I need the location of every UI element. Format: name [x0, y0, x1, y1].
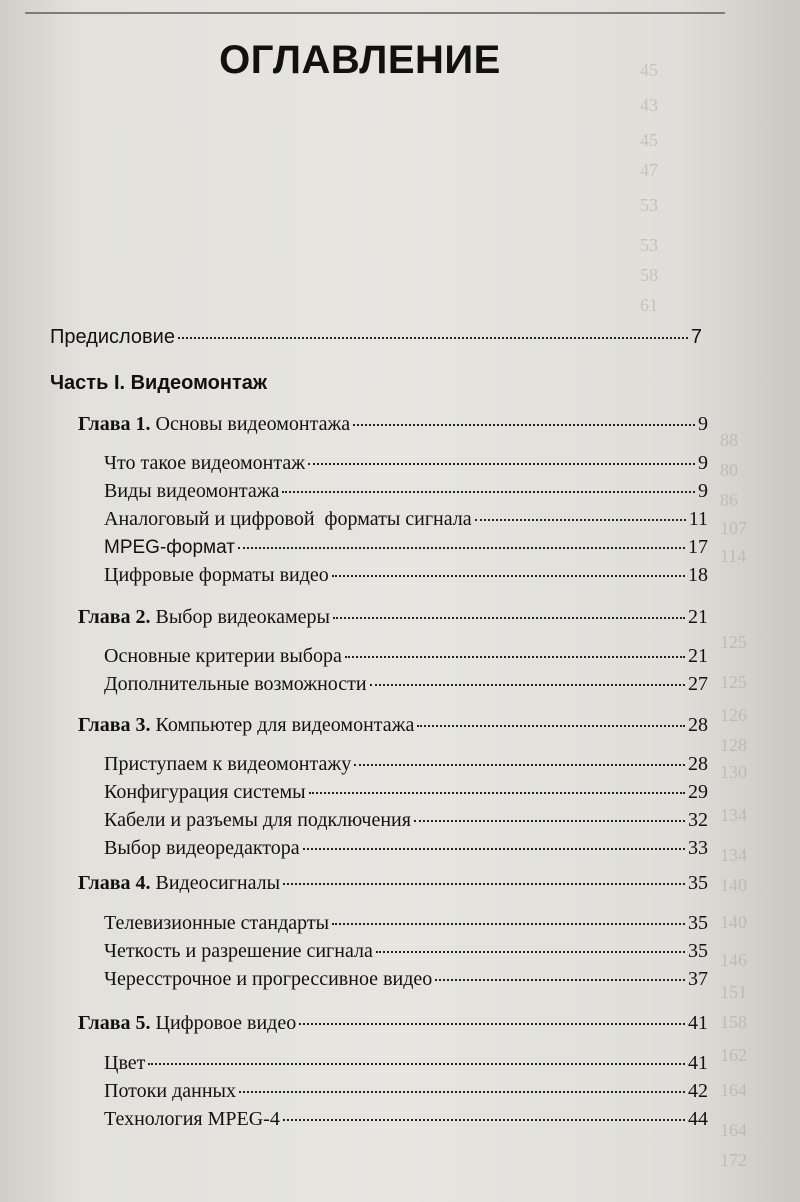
toc-section[interactable] — [104, 1080, 708, 1103]
toc-section[interactable] — [104, 753, 708, 776]
section-label: Основные критерии выбора — [104, 645, 342, 667]
toc-section[interactable] — [104, 968, 708, 991]
section-label: Потоки данных — [104, 1080, 236, 1102]
chapter-page: 28 — [688, 714, 708, 736]
section-page: 37 — [688, 968, 708, 990]
dot-leader — [345, 656, 685, 658]
section-page: 21 — [688, 645, 708, 667]
toc-section[interactable] — [104, 940, 708, 963]
chapter-prefix: Глава 2. — [78, 606, 151, 628]
toc-chapter[interactable] — [78, 1012, 708, 1035]
dot-leader — [309, 792, 685, 794]
toc-chapter[interactable] — [78, 606, 708, 629]
toc-chapter[interactable] — [78, 872, 708, 895]
part-heading: Часть I. Видеомонтаж — [50, 372, 268, 394]
dot-leader — [475, 519, 686, 521]
toc-section[interactable] — [104, 1052, 708, 1075]
dot-leader — [353, 424, 695, 426]
dot-leader — [308, 463, 695, 465]
section-label: Цвет — [104, 1052, 146, 1074]
dot-leader — [303, 848, 685, 850]
section-page: 28 — [688, 753, 708, 775]
toc-section[interactable] — [104, 452, 708, 475]
section-page: 11 — [688, 508, 708, 530]
dot-leader — [333, 617, 685, 619]
section-page: 42 — [688, 1080, 708, 1102]
section-label: Чересстрочное и прогрессивное видео — [104, 968, 433, 990]
chapter-title: Цифровое видео — [155, 1012, 297, 1034]
section-page: 27 — [688, 673, 708, 695]
section-label: Технология MPEG-4 — [104, 1108, 280, 1130]
section-label: Цифровые форматы видео — [104, 564, 329, 586]
section-page: 33 — [688, 837, 708, 859]
dot-leader — [283, 883, 685, 885]
toc-section[interactable] — [104, 564, 708, 587]
toc-preface-label: Предисловие — [50, 326, 175, 348]
chapter-prefix: Глава 4. — [78, 872, 151, 894]
chapter-page: 9 — [698, 413, 708, 435]
toc-section[interactable] — [104, 480, 708, 503]
dot-leader — [354, 764, 685, 766]
dot-leader — [282, 491, 695, 493]
section-label: Кабели и разъемы для подключения — [104, 809, 411, 831]
section-page: 29 — [688, 781, 708, 803]
dot-leader — [332, 575, 685, 577]
dot-leader — [417, 725, 685, 727]
toc-chapter[interactable] — [78, 714, 708, 737]
toc-preface[interactable] — [50, 326, 702, 349]
section-page: 9 — [698, 480, 708, 502]
toc-section[interactable] — [104, 837, 708, 860]
chapter-page: 21 — [688, 606, 708, 628]
dot-leader — [376, 951, 685, 953]
section-page: 9 — [698, 452, 708, 474]
toc-section[interactable] — [104, 781, 708, 804]
chapter-prefix: Глава 5. — [78, 1012, 151, 1034]
toc-chapter[interactable] — [78, 413, 708, 436]
chapter-title: Основы видеомонтажа — [155, 413, 351, 435]
section-page: 35 — [688, 940, 708, 962]
dot-leader — [148, 1063, 685, 1065]
section-page: 35 — [688, 912, 708, 934]
dot-leader — [238, 547, 685, 549]
section-label: Аналоговый и цифровой форматы сигнала — [104, 508, 472, 530]
page-title: ОГЛАВЛЕНИЕ — [219, 38, 501, 82]
toc-section[interactable] — [104, 508, 708, 531]
page-top-edge — [25, 0, 725, 14]
section-label: Телевизионные стандарты — [104, 912, 330, 934]
dot-leader — [299, 1023, 685, 1025]
section-label: Виды видеомонтажа — [104, 480, 280, 502]
chapter-title: Видеосигналы — [155, 872, 281, 894]
section-label: Приступаем к видеомонтажу — [104, 753, 352, 775]
chapter-title: Компьютер для видеомонтажа — [155, 714, 415, 736]
dot-leader — [370, 684, 685, 686]
book-page: 45 43 45 47 53 53 58 61 88 80 86 107 114 125 125 126 128 130 134 134 140 140 146 151 158 162 164 164 172 ОГЛАВЛЕНИЕ Предисловие 7 Часть I. Видеомонтаж Глава 1. Основы видеомонтажа 9 Что такое видеомонтаж 9 Виды видеомонтажа 9 Аналоговый и цифровой форматы сигнала 11 MPEG-формат 17 Цифровые форматы видео 18 Глава 2. Выбор видеокамеры 21 Основные критерии выбора 21 Дополнительные возможности 27 Глава 3. Компьютер для видеомонтажа 28 Приступаем к видеомонтажу 28 Конфигурация системы 29 Кабели и разъемы для подключения 32 Выбор видеоредактора 33 Глава 4. Видеосигналы 35 Телевизионные стандарты 35 Четкость и разрешение сигнала 35 Чересстрочное и прогрессивное видео 37 Глава 5. Цифровое видео 41 Цвет 41 Потоки данных 42 Технология MPEG-4 44 — [0, 0, 800, 1202]
toc-section[interactable] — [104, 809, 708, 832]
dot-leader — [414, 820, 685, 822]
chapter-prefix: Глава 3. — [78, 714, 151, 736]
dot-leader — [435, 979, 685, 981]
dot-leader — [239, 1091, 685, 1093]
chapter-page: 35 — [688, 872, 708, 894]
section-label: Четкость и разрешение сигнала — [104, 940, 373, 962]
section-label: Что такое видеомонтаж — [104, 452, 306, 474]
toc-preface-page: 7 — [690, 326, 702, 348]
section-label: MPEG-формат — [104, 537, 235, 558]
chapter-page: 41 — [688, 1012, 708, 1034]
toc-section[interactable] — [104, 912, 708, 935]
section-label: Выбор видеоредактора — [104, 837, 300, 859]
toc-section[interactable] — [104, 645, 708, 668]
section-label: Конфигурация системы — [104, 781, 306, 803]
toc-section[interactable] — [104, 673, 708, 696]
section-page: 41 — [688, 1052, 708, 1074]
dot-leader — [178, 337, 688, 339]
section-page: 18 — [688, 564, 708, 586]
chapter-title: Выбор видеокамеры — [155, 606, 330, 628]
chapter-prefix: Глава 1. — [78, 413, 151, 435]
section-page: 17 — [688, 536, 708, 558]
section-label: Дополнительные возможности — [104, 673, 367, 695]
dot-leader — [283, 1119, 685, 1121]
toc-section[interactable] — [104, 536, 708, 559]
toc-section[interactable] — [104, 1108, 708, 1131]
section-page: 32 — [688, 809, 708, 831]
section-page: 44 — [688, 1108, 708, 1130]
dot-leader — [332, 923, 685, 925]
